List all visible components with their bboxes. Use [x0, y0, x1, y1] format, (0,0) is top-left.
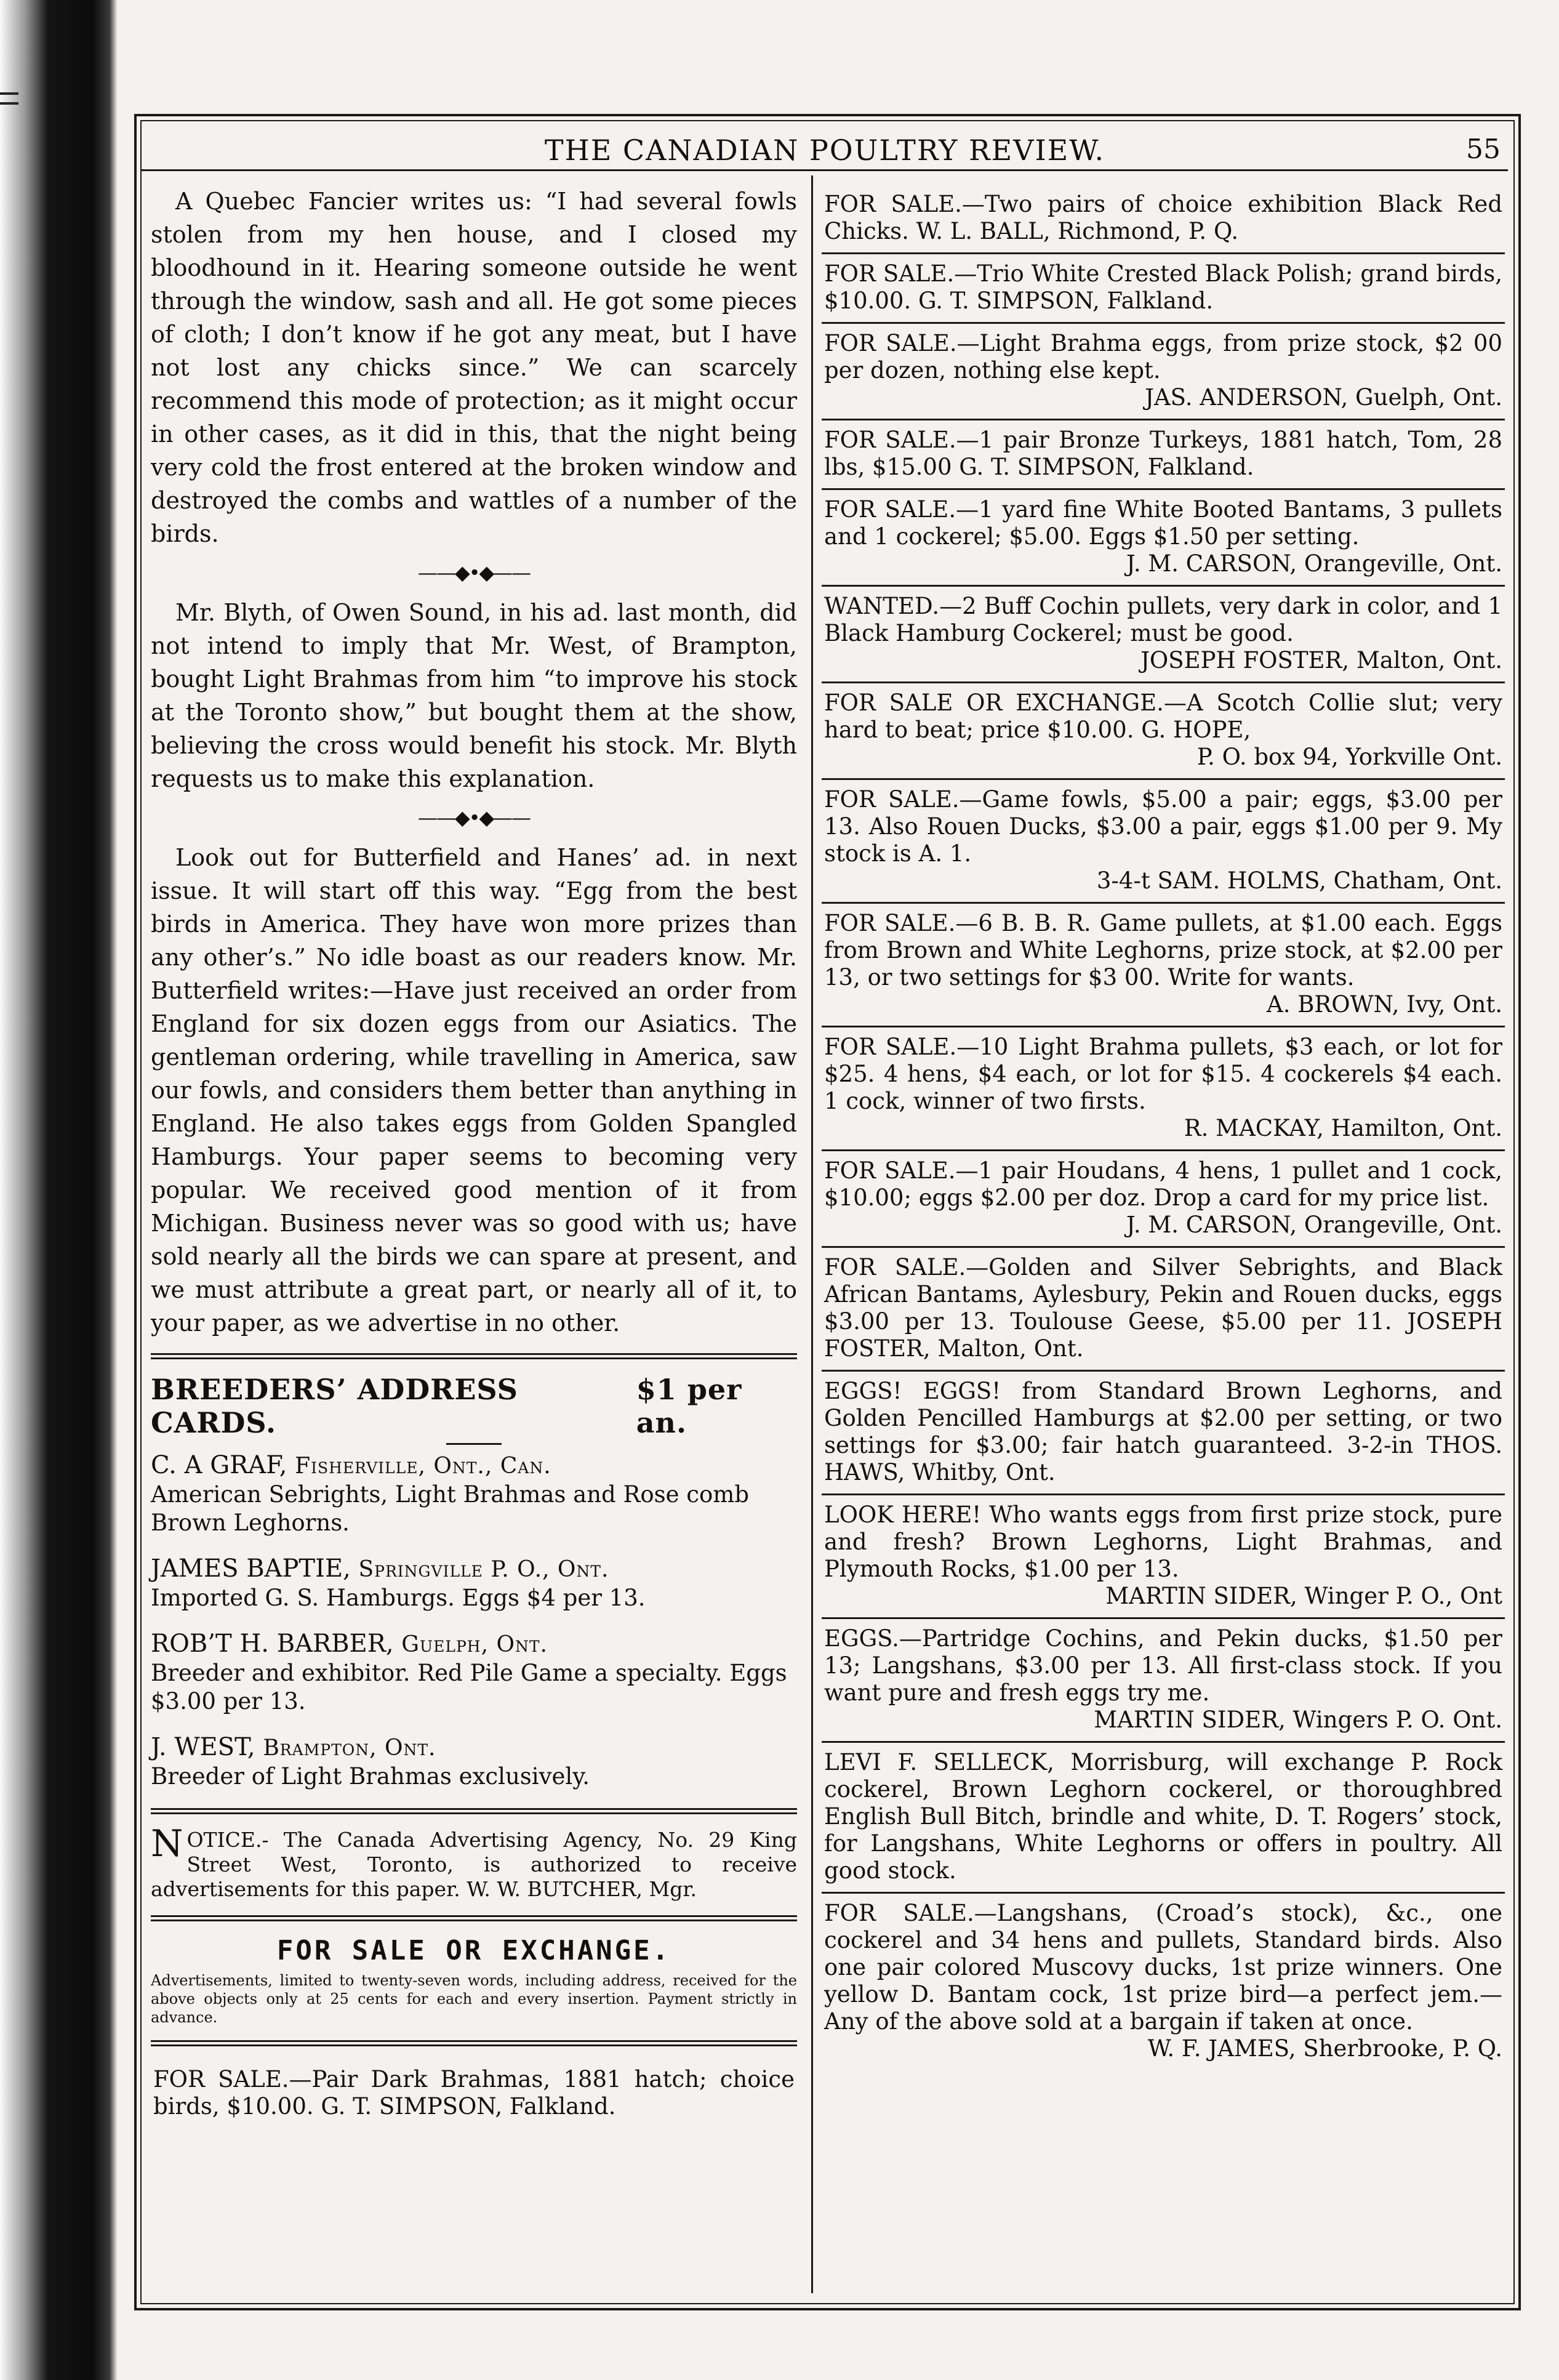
short-rule [446, 1443, 502, 1445]
ad-text: LEVI F. SELLECK, Morrisburg, will exchange P. Rock cockerel, Brown Leghorn cockerel, or thoroughbred English Bull Bitch, brindle and white, D. T. Rogers’ stock, for Langshans, White Leghorns or offers in poultry. All good stock. [824, 1749, 1502, 1884]
ad-signature: A. BROWN, Ivy, Ont. [1266, 991, 1502, 1018]
ornament-divider: ——◆•◆—— [417, 806, 531, 829]
ad-text: FOR SALE.—1 pair Bronze Turkeys, 1881 hatch, Tom, 28 lbs, $15.00 G. T. SIMPSON, Falkland. [824, 427, 1502, 480]
right-column [822, 185, 1505, 2070]
classified-ad [822, 1027, 1505, 1151]
breeder-place: Brampton, Ont. [263, 1735, 436, 1761]
ad-text: FOR SALE.—10 Light Brahma pullets, $3 each, or lot for $25. 4 hens, $4 each, or lot for $15. 4 cockerels $4 each. 1 cock, winner of two firsts. [824, 1034, 1502, 1114]
ad-text: WANTED.—2 Buff Cochin pullets, very dark in color, and 1 Black Hamburg Cockerel; must be good. [824, 593, 1502, 646]
breeder-description: Breeder and exhibitor. Red Pile Game a specialty. Eggs $3.00 per 13. [151, 1660, 787, 1715]
column-divider [811, 175, 813, 2293]
ad-text: FOR SALE.—Game fowls, $5.00 a pair; eggs, $3.00 per 13. Also Rouen Ducks, $3.00 a pair, eggs $1.00 per 9. My stock is A. 1. [824, 786, 1502, 867]
breeder-card [151, 1733, 797, 1791]
ad-signature: MARTIN SIDER, Wingers P. O. Ont. [1094, 1707, 1502, 1733]
breeder-name: JAMES BAPTIE, [151, 1554, 359, 1583]
classified-ad [822, 780, 1505, 904]
ad-signature: J. M. CARSON, Orangeville, Ont. [1126, 1212, 1502, 1238]
ornament-divider: ——◆•◆—— [417, 561, 531, 584]
advertising-terms: Advertisements, limited to twenty-seven words, including address, received for the above objects only at 25 cents for each and every insertion. Payment strictly in advance. [151, 1972, 797, 2026]
page-number: 55 [1466, 134, 1501, 165]
section-rule [151, 1808, 797, 1814]
left-column [151, 185, 797, 2128]
classified-ad [822, 1248, 1505, 1372]
ad-signature: W. F. JAMES, Sherbrooke, P. Q. [1147, 2035, 1502, 2062]
running-header [142, 126, 1508, 171]
breeder-card [151, 1451, 797, 1537]
classified-ad [822, 904, 1505, 1027]
breeder-description: Imported G. S. Hamburgs. Eggs $4 per 13. [151, 1585, 646, 1611]
ad-text: LOOK HERE! Who wants eggs from first prize stock, pure and fresh? Brown Leghorns, Light Brahmas, and Plymouth Rocks, $1.00 per 13. [824, 1502, 1502, 1582]
breeders-price: $1 per an. [636, 1373, 742, 1439]
breeder-card [151, 1630, 797, 1716]
section-rule [151, 2040, 797, 2046]
classified-ad [822, 185, 1505, 254]
ad-signature: J. M. CARSON, Orangeville, Ont. [1126, 550, 1502, 577]
notice-dropcap: N [151, 1822, 183, 1865]
notice-text: OTICE.- The Canada Advertising Agency, No. 29 King Street West, Toronto, is authorized to receive advertisements for this paper. W. W. BUTCHER, Mgr. [151, 1828, 797, 1901]
article-quebec-fancier: A Quebec Fancier writes us: “I had several fowls stolen from my hen house, and I closed my bloodhound in it. Hearing someone outside he went through the window, sash and all. He got some pieces of cloth; I don’t know if he got any meat, but I have not lost any chicks since.” We can scarcely recommend this mode of protection; as it might occur in other cases, as it did in this, that the night being very cold the frost entered at the broken window and destroyed the combs and wattles of a number of the birds. [151, 188, 797, 547]
for-sale-exchange-banner: FOR SALE OR EXCHANGE. [276, 1935, 671, 1966]
classified-ad [822, 490, 1505, 587]
ad-text: EGGS.—Partridge Cochins, and Pekin ducks, $1.50 per 13; Langshans, $3.00 per 13. All first-class stock. If you want pure and fresh eggs try me. [824, 1625, 1502, 1706]
breeder-name: J. WEST, [151, 1733, 263, 1761]
classified-ad [822, 1151, 1505, 1248]
ad-signature: JAS. ANDERSON, Guelph, Ont. [1145, 384, 1502, 411]
journal-title: THE CANADIAN POULTRY REVIEW. [544, 134, 1105, 167]
ad-text: FOR SALE.—1 yard fine White Booted Bantams, 3 pullets and 1 cockerel; $5.00. Eggs $1.50 per setting. [824, 496, 1502, 550]
classified-ad [822, 683, 1505, 780]
classified-ad [151, 2060, 797, 2128]
ad-signature: MARTIN SIDER, Winger P. O., Ont [1105, 1583, 1502, 1609]
section-rule [151, 1353, 797, 1359]
classified-ad [822, 1894, 1505, 2070]
ad-signature: P. O. box 94, Yorkville Ont. [1196, 744, 1502, 770]
ad-text: FOR SALE.—1 pair Houdans, 4 hens, 1 pullet and 1 cock, $10.00; eggs $2.00 per doz. Drop a card for my price list. [824, 1157, 1502, 1211]
breeder-place: Fisherville, Ont., Can. [295, 1453, 551, 1479]
classified-ad [822, 254, 1505, 324]
classified-ad [822, 324, 1505, 420]
ad-signature: R. MACKAY, Hamilton, Ont. [1184, 1115, 1502, 1141]
breeder-name: C. A GRAF, [151, 1451, 295, 1479]
ad-text: FOR SALE.—Light Brahma eggs, from prize stock, $2 00 per dozen, nothing else kept. [824, 330, 1502, 384]
classified-ad [822, 1495, 1505, 1619]
section-rule [151, 1915, 797, 1921]
ad-text: EGGS! EGGS! from Standard Brown Leghorns, and Golden Pencilled Hamburgs at $2.00 per setting, or two settings for $3.00; fair hatch guaranteed. 3-2-in THOS. HAWS, Whitby, Ont. [824, 1378, 1502, 1485]
classified-ad [822, 1743, 1505, 1894]
ad-text: FOR SALE OR EXCHANGE.—A Scotch Collie slut; very hard to beat; price $10.00. G. HOPE, [824, 689, 1502, 743]
article-butterfield-hanes: Look out for Butterfield and Hanes’ ad. in next issue. It will start off this way. “Egg from the best birds in America. They have won more prizes than any other’s.” No idle boast as our readers know. Mr. Butterfield writes:—Have just received an order from England for six dozen eggs from our Asiatics. The gentleman ordering, while travelling in America, saw our fowls, and considers them better than anything in England. He also takes eggs from Golden Spangled Hamburgs. Your paper seems to becoming very popular. We received good mention of it from Michigan. Business never was so good with us; have sold nearly all the birds we can spare at present, and we must attribute a great part, or nearly all of it, to your paper, as we advertise in no other. [151, 844, 797, 1337]
breeder-description: American Sebrights, Light Brahmas and Rose comb Brown Leghorns. [151, 1481, 750, 1536]
book-spine-shadow [0, 0, 117, 2380]
ad-text: FOR SALE.—6 B. B. R. Game pullets, at $1.00 each. Eggs from Brown and White Leghorns, prize stock, at $2.00 per 13, or two settings for $3 00. Write for wants. [824, 910, 1502, 991]
advertising-agency-notice [151, 1822, 797, 1902]
breeder-card [151, 1554, 797, 1612]
breeder-place: Guelph, Ont. [401, 1632, 548, 1657]
breeder-place: Springville P. O., Ont. [358, 1557, 609, 1582]
breeder-name: ROB’T H. BARBER, [151, 1630, 402, 1658]
classified-ad [822, 1619, 1505, 1743]
ad-text: FOR SALE.—Trio White Crested Black Polish; grand birds, $10.00. G. T. SIMPSON, Falkland. [824, 260, 1502, 314]
breeders-title: BREEDERS’ ADDRESS CARDS. [151, 1373, 518, 1439]
breeders-heading [151, 1373, 797, 1439]
ad-text: FOR SALE.—Pair Dark Brahmas, 1881 hatch; choice birds, $10.00. G. T. SIMPSON, Falkland. [153, 2066, 795, 2120]
ad-signature: 3-4-t SAM. HOLMS, Chatham, Ont. [1096, 867, 1502, 894]
article-blyth-explanation: Mr. Blyth, of Owen Sound, in his ad. last month, did not intend to imply that Mr. West, of Brampton, bought Light Brahmas from him “to improve his stock at the Toronto show,” but bought them at the show, believing the cross would benefit his stock. Mr. Blyth requests us to make this explanation. [151, 599, 797, 792]
ad-text: FOR SALE.—Golden and Silver Sebrights, and Black African Bantams, Aylesbury, Pekin and Rouen ducks, eggs $3.00 per 13. Toulouse Geese, $5.00 per 11. JOSEPH FOSTER, Malton, Ont. [824, 1254, 1502, 1362]
ad-text: FOR SALE.—Two pairs of choice exhibition Black Red Chicks. W. L. BALL, Richmond, P. Q. [824, 191, 1502, 244]
classified-ad [822, 1372, 1505, 1495]
ad-text: FOR SALE.—Langshans, (Croad’s stock), &c., one cockerel and 34 hens and pullets, Standard birds. Also one pair colored Muscovy ducks, 1st prize winners. One yellow D. Bantam cock, 1st prize bird—a perfect jem.—Any of the above sold at a bargain if taken at once. [824, 1900, 1502, 2035]
classified-ad [822, 587, 1505, 683]
classified-ad [822, 420, 1505, 490]
ad-signature: JOSEPH FOSTER, Malton, Ont. [1140, 647, 1502, 673]
breeder-description: Breeder of Light Brahmas exclusively. [151, 1763, 590, 1790]
